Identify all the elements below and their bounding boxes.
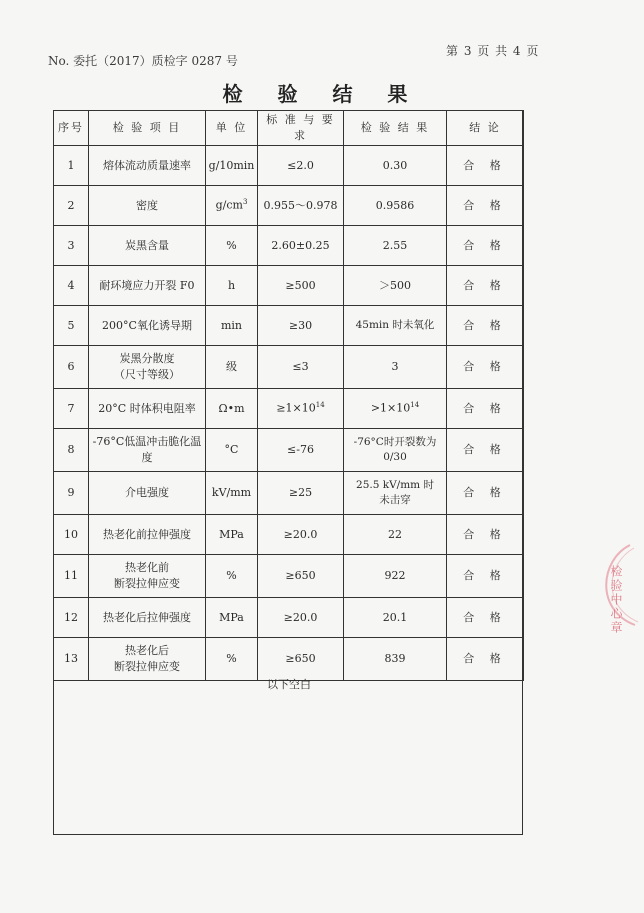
result-value: -76°C时开裂数为 — [353, 435, 437, 448]
table-row — [54, 555, 524, 598]
cell-conclusion — [447, 266, 524, 306]
item-name: 炭黑含量 — [125, 238, 169, 252]
cell-unit — [206, 429, 258, 472]
item-name: -76°C低温冲击脆化温度 — [92, 435, 202, 464]
cell-no — [54, 389, 89, 429]
result-value-line2: 0/30 — [383, 451, 407, 463]
cell-conclusion — [447, 638, 524, 681]
cell-item — [89, 429, 206, 472]
unit-superscript: 3 — [242, 198, 248, 207]
table-row — [54, 515, 524, 555]
conclusion-value: 合 格 — [463, 486, 507, 500]
cell-unit — [206, 598, 258, 638]
unit-value: MPa — [219, 527, 244, 541]
conclusion-value: 合 格 — [463, 238, 507, 252]
result-value: 45min 时未氧化 — [355, 318, 435, 331]
row-number: 9 — [67, 486, 75, 500]
col-header-no: 序号 — [54, 111, 89, 146]
cell-standard — [258, 226, 344, 266]
results-table — [53, 110, 524, 681]
unit-value: h — [227, 278, 236, 292]
conclusion-value: 合 格 — [463, 569, 507, 583]
standard-value: ≤2.0 — [287, 158, 314, 172]
result-value: 25.5 kV/mm 时 — [356, 478, 434, 491]
item-name-line2: 断裂拉伸应变 — [114, 577, 180, 590]
cell-standard — [258, 146, 344, 186]
table-row — [54, 638, 524, 681]
table-row — [54, 186, 524, 226]
table-row — [54, 146, 524, 186]
cell-conclusion — [447, 598, 524, 638]
cell-no — [54, 515, 89, 555]
cell-result — [344, 186, 447, 226]
standard-value: 2.60±0.25 — [271, 238, 330, 252]
table-row — [54, 266, 524, 306]
row-number: 10 — [64, 527, 78, 541]
cell-conclusion — [447, 389, 524, 429]
conclusion-value: 合 格 — [463, 401, 507, 415]
item-name-line2: （尺寸等级） — [114, 368, 180, 381]
cell-standard — [258, 429, 344, 472]
report-number: No. 委托（2017）质检字 0287 号 — [48, 54, 238, 68]
cell-item — [89, 266, 206, 306]
cell-standard — [258, 515, 344, 555]
conclusion-value: 合 格 — [463, 443, 507, 457]
cell-unit — [206, 555, 258, 598]
cell-standard — [258, 555, 344, 598]
cell-unit — [206, 472, 258, 515]
standard-value: ≥650 — [285, 652, 316, 666]
cell-item — [89, 472, 206, 515]
row-number: 2 — [67, 198, 75, 212]
conclusion-value: 合 格 — [463, 278, 507, 292]
cell-conclusion — [447, 472, 524, 515]
cell-unit — [206, 186, 258, 226]
conclusion-value: 合 格 — [463, 318, 507, 332]
cell-conclusion — [447, 429, 524, 472]
cell-no — [54, 146, 89, 186]
row-number: 8 — [67, 443, 75, 457]
table-row — [54, 346, 524, 389]
table-row — [54, 306, 524, 346]
cell-unit — [206, 306, 258, 346]
result-value: 3 — [391, 360, 399, 374]
unit-value: °C — [224, 443, 239, 457]
row-number: 5 — [67, 318, 75, 332]
cell-result — [344, 472, 447, 515]
row-number: 12 — [64, 610, 78, 624]
standard-value: ≥20.0 — [283, 610, 318, 624]
cell-no — [54, 226, 89, 266]
item-name: 熔体流动质量速率 — [103, 158, 191, 172]
cell-item — [89, 306, 206, 346]
unit-value: MPa — [219, 610, 244, 624]
cell-result — [344, 555, 447, 598]
cell-result — [344, 266, 447, 306]
row-number: 3 — [67, 238, 75, 252]
cell-result — [344, 598, 447, 638]
table-header-row — [54, 111, 524, 146]
cell-standard — [258, 472, 344, 515]
unit-value: % — [226, 652, 237, 666]
seal-stamp-text: 检验中心章 — [609, 565, 623, 635]
item-name: 热老化前拉伸强度 — [103, 527, 191, 541]
result-value: 839 — [384, 652, 406, 666]
cell-item — [89, 638, 206, 681]
standard-value: ≤3 — [292, 360, 309, 374]
cell-item — [89, 226, 206, 266]
unit-value: kV/mm — [211, 486, 252, 500]
result-value: 922 — [384, 569, 406, 583]
standard-value: 0.955～0.978 — [263, 198, 338, 212]
cell-no — [54, 346, 89, 389]
cell-result — [344, 226, 447, 266]
table-row — [54, 429, 524, 472]
standard-value: ≥650 — [285, 569, 316, 583]
conclusion-value: 合 格 — [463, 360, 507, 374]
cell-conclusion — [447, 186, 524, 226]
cell-standard — [258, 346, 344, 389]
standard-value: ≥20.0 — [283, 527, 318, 541]
cell-result — [344, 429, 447, 472]
row-number: 13 — [64, 652, 78, 666]
result-value: 22 — [388, 527, 402, 541]
cell-result — [344, 515, 447, 555]
conclusion-value: 合 格 — [463, 610, 507, 624]
conclusion-value: 合 格 — [463, 198, 507, 212]
standard-value: ≥500 — [285, 278, 316, 292]
below-blank-note: 以下空白 — [267, 678, 311, 691]
conclusion-value: 合 格 — [463, 158, 507, 172]
cell-unit — [206, 346, 258, 389]
cell-result — [344, 306, 447, 346]
cell-item — [89, 146, 206, 186]
table-row — [54, 226, 524, 266]
table-row — [54, 472, 524, 515]
cell-standard — [258, 598, 344, 638]
result-value: 0.30 — [382, 158, 408, 172]
col-header-unit: 单 位 — [206, 111, 258, 146]
cell-no — [54, 306, 89, 346]
item-name: 200°C氧化诱导期 — [102, 318, 192, 332]
row-number: 1 — [67, 158, 75, 172]
standard-value: ≥25 — [288, 486, 313, 500]
cell-unit — [206, 266, 258, 306]
row-number: 7 — [67, 401, 75, 415]
cell-conclusion — [447, 346, 524, 389]
cell-result — [344, 638, 447, 681]
cell-standard — [258, 306, 344, 346]
standard-value: ≥30 — [288, 318, 313, 332]
cell-unit — [206, 638, 258, 681]
cell-conclusion — [447, 515, 524, 555]
unit-value: % — [226, 569, 237, 583]
conclusion-value: 合 格 — [463, 527, 507, 541]
row-number: 6 — [67, 360, 75, 374]
result-value: >1×10 — [370, 401, 411, 415]
col-header-item: 检 验 项 目 — [89, 111, 206, 146]
cell-unit — [206, 146, 258, 186]
cell-standard — [258, 266, 344, 306]
cell-standard — [258, 186, 344, 226]
unit-value: g/10min — [208, 158, 255, 172]
cell-result — [344, 346, 447, 389]
item-name: 热老化前 — [125, 561, 169, 575]
col-header-standard: 标 准 与 要 求 — [258, 111, 344, 146]
unit-value: min — [220, 318, 243, 332]
cell-item — [89, 389, 206, 429]
result-value: 2.55 — [382, 238, 408, 252]
standard-value: ≥1×10 — [276, 401, 316, 415]
cell-no — [54, 555, 89, 598]
page-title: 检 验 结 果 — [222, 82, 422, 106]
cell-no — [54, 638, 89, 681]
cell-conclusion — [447, 306, 524, 346]
cell-unit — [206, 389, 258, 429]
cell-item — [89, 555, 206, 598]
cell-no — [54, 266, 89, 306]
cell-standard — [258, 389, 344, 429]
result-value-line2: 未击穿 — [379, 494, 411, 506]
results-table-frame — [53, 110, 523, 835]
item-name: 炭黑分散度 — [119, 352, 175, 366]
item-name: 热老化后 — [125, 644, 169, 658]
cell-unit — [206, 226, 258, 266]
cell-standard — [258, 638, 344, 681]
item-name: 介电强度 — [125, 486, 169, 500]
standard-value: ≤-76 — [287, 443, 314, 457]
cell-item — [89, 346, 206, 389]
cell-result — [344, 146, 447, 186]
cell-no — [54, 429, 89, 472]
table-row — [54, 389, 524, 429]
table-row — [54, 598, 524, 638]
col-header-conclusion: 结 论 — [447, 111, 524, 146]
cell-item — [89, 515, 206, 555]
item-name-line2: 断裂拉伸应变 — [114, 660, 180, 673]
page-indicator: 第 3 页 共 4 页 — [446, 44, 540, 58]
result-value: 0.9586 — [375, 198, 415, 212]
unit-value: g/cm — [215, 198, 243, 212]
unit-value: % — [226, 238, 237, 252]
row-number: 4 — [67, 278, 75, 292]
cell-no — [54, 186, 89, 226]
item-name: 密度 — [136, 198, 158, 212]
cell-item — [89, 598, 206, 638]
cell-conclusion — [447, 226, 524, 266]
cell-conclusion — [447, 146, 524, 186]
result-superscript: 14 — [410, 401, 420, 410]
standard-superscript: 14 — [315, 401, 325, 410]
result-value: ＞500 — [379, 278, 411, 292]
cell-conclusion — [447, 555, 524, 598]
cell-unit — [206, 515, 258, 555]
cell-item — [89, 186, 206, 226]
unit-value: 级 — [226, 360, 237, 374]
cell-result — [344, 389, 447, 429]
cell-no — [54, 598, 89, 638]
item-name: 20°C 时体积电阻率 — [98, 401, 196, 415]
unit-value: Ω•m — [218, 401, 245, 415]
cell-no — [54, 472, 89, 515]
row-number: 11 — [64, 569, 78, 583]
col-header-result: 检 验 结 果 — [344, 111, 447, 146]
conclusion-value: 合 格 — [463, 652, 507, 666]
item-name: 热老化后拉伸强度 — [103, 610, 191, 624]
result-value: 20.1 — [382, 610, 408, 624]
item-name: 耐环境应力开裂 F0 — [99, 278, 195, 292]
